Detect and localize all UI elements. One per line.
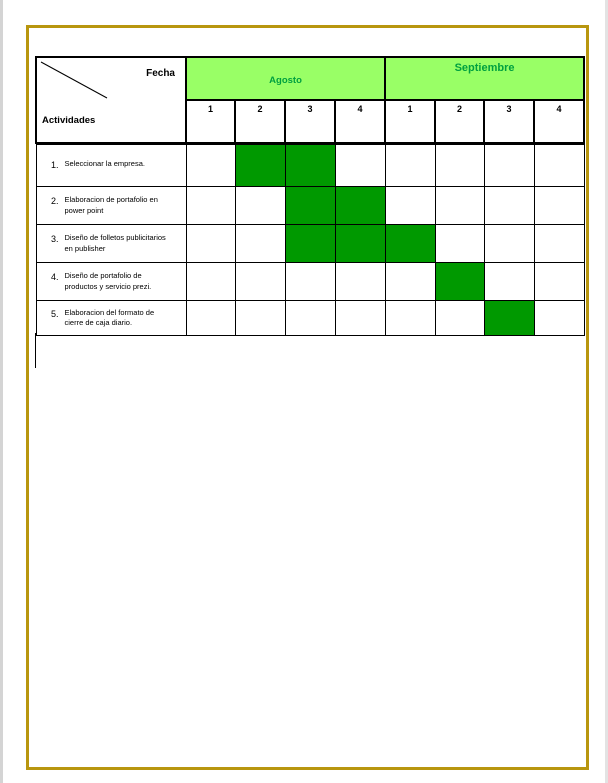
schedule-cell [235, 187, 285, 225]
activity-number: 1. [50, 160, 59, 171]
schedule-cell [534, 145, 584, 187]
schedule-cell [186, 187, 235, 225]
activity-text: Diseño de portafolio de productos y servicio prezi. [64, 271, 152, 291]
actividades-label: Actividades [42, 115, 96, 126]
activity-number: 2. [50, 196, 59, 207]
week-header-cell: 3 [484, 100, 534, 143]
activity-cell [36, 225, 186, 263]
activity-row [36, 263, 584, 301]
week-header-cell: 2 [435, 100, 484, 143]
activity-row [36, 225, 584, 263]
week-header-cell: 4 [534, 100, 584, 143]
week-header-cell: 3 [285, 100, 335, 143]
text-cursor [35, 333, 36, 368]
schedule-cell [534, 187, 584, 225]
schedule-cell [385, 145, 435, 187]
schedule-cell [235, 263, 285, 301]
schedule-cell [385, 263, 435, 301]
schedule-cell [335, 145, 385, 187]
schedule-cell [484, 225, 534, 263]
activity-row [36, 187, 584, 225]
month-name: Agosto [269, 74, 302, 86]
gantt-bar-cell [335, 225, 385, 263]
gantt-bar-cell [335, 187, 385, 225]
month-header-septiembre [385, 57, 584, 100]
gantt-bar-cell [285, 225, 335, 263]
schedule-cell [534, 301, 584, 336]
activity-text: Elaboracion del formato de cierre de caja diario. [64, 307, 155, 327]
activity-row [36, 145, 584, 187]
activity-number: 5. [50, 308, 59, 319]
activity-row [36, 301, 584, 336]
schedule-cell [385, 301, 435, 336]
gantt-bar-cell [435, 263, 484, 301]
activity-cell [36, 187, 186, 225]
schedule-cell [484, 263, 534, 301]
activity-cell [36, 145, 186, 187]
activity-text: Seleccionar la empresa. [64, 159, 145, 169]
activity-text: Elaboracion de portafolio en power point [64, 195, 158, 215]
schedule-cell [186, 145, 235, 187]
schedule-cell [186, 301, 235, 336]
schedule-cell [534, 225, 584, 263]
page-edge [0, 0, 3, 783]
schedule-cell [335, 263, 385, 301]
schedule-cell [435, 187, 484, 225]
gantt-bar-cell [385, 225, 435, 263]
schedule-cell [186, 225, 235, 263]
schedule-cell [435, 145, 484, 187]
schedule-cell [484, 187, 534, 225]
fecha-label: Fecha [146, 68, 175, 79]
gantt-bar-cell [484, 301, 534, 336]
week-header-cell: 1 [186, 100, 235, 143]
header-corner-cell [36, 57, 186, 143]
gantt-bar-cell [285, 187, 335, 225]
gantt-bar-cell [235, 145, 285, 187]
week-header-cell: 2 [235, 100, 285, 143]
schedule-cell [235, 225, 285, 263]
schedule-cell [235, 301, 285, 336]
activity-cell [36, 301, 186, 336]
activity-number: 4. [50, 272, 59, 283]
schedule-cell [186, 263, 235, 301]
schedule-cell [385, 187, 435, 225]
activity-text: Diseño de folletos publicitarios en publisher [64, 233, 166, 253]
schedule-cell [435, 301, 484, 336]
month-name: Septiembre [454, 62, 515, 74]
week-header-cell: 4 [335, 100, 385, 143]
schedule-cell [285, 301, 335, 336]
schedule-cell [484, 145, 534, 187]
schedule-cell [335, 301, 385, 336]
month-header-agosto [186, 57, 385, 100]
schedule-cell [435, 225, 484, 263]
schedule-cell [285, 263, 335, 301]
week-header-cell: 1 [385, 100, 435, 143]
gantt-table [35, 56, 585, 336]
activity-number: 3. [50, 234, 59, 245]
gantt-bar-cell [285, 145, 335, 187]
activity-cell [36, 263, 186, 301]
schedule-cell [534, 263, 584, 301]
